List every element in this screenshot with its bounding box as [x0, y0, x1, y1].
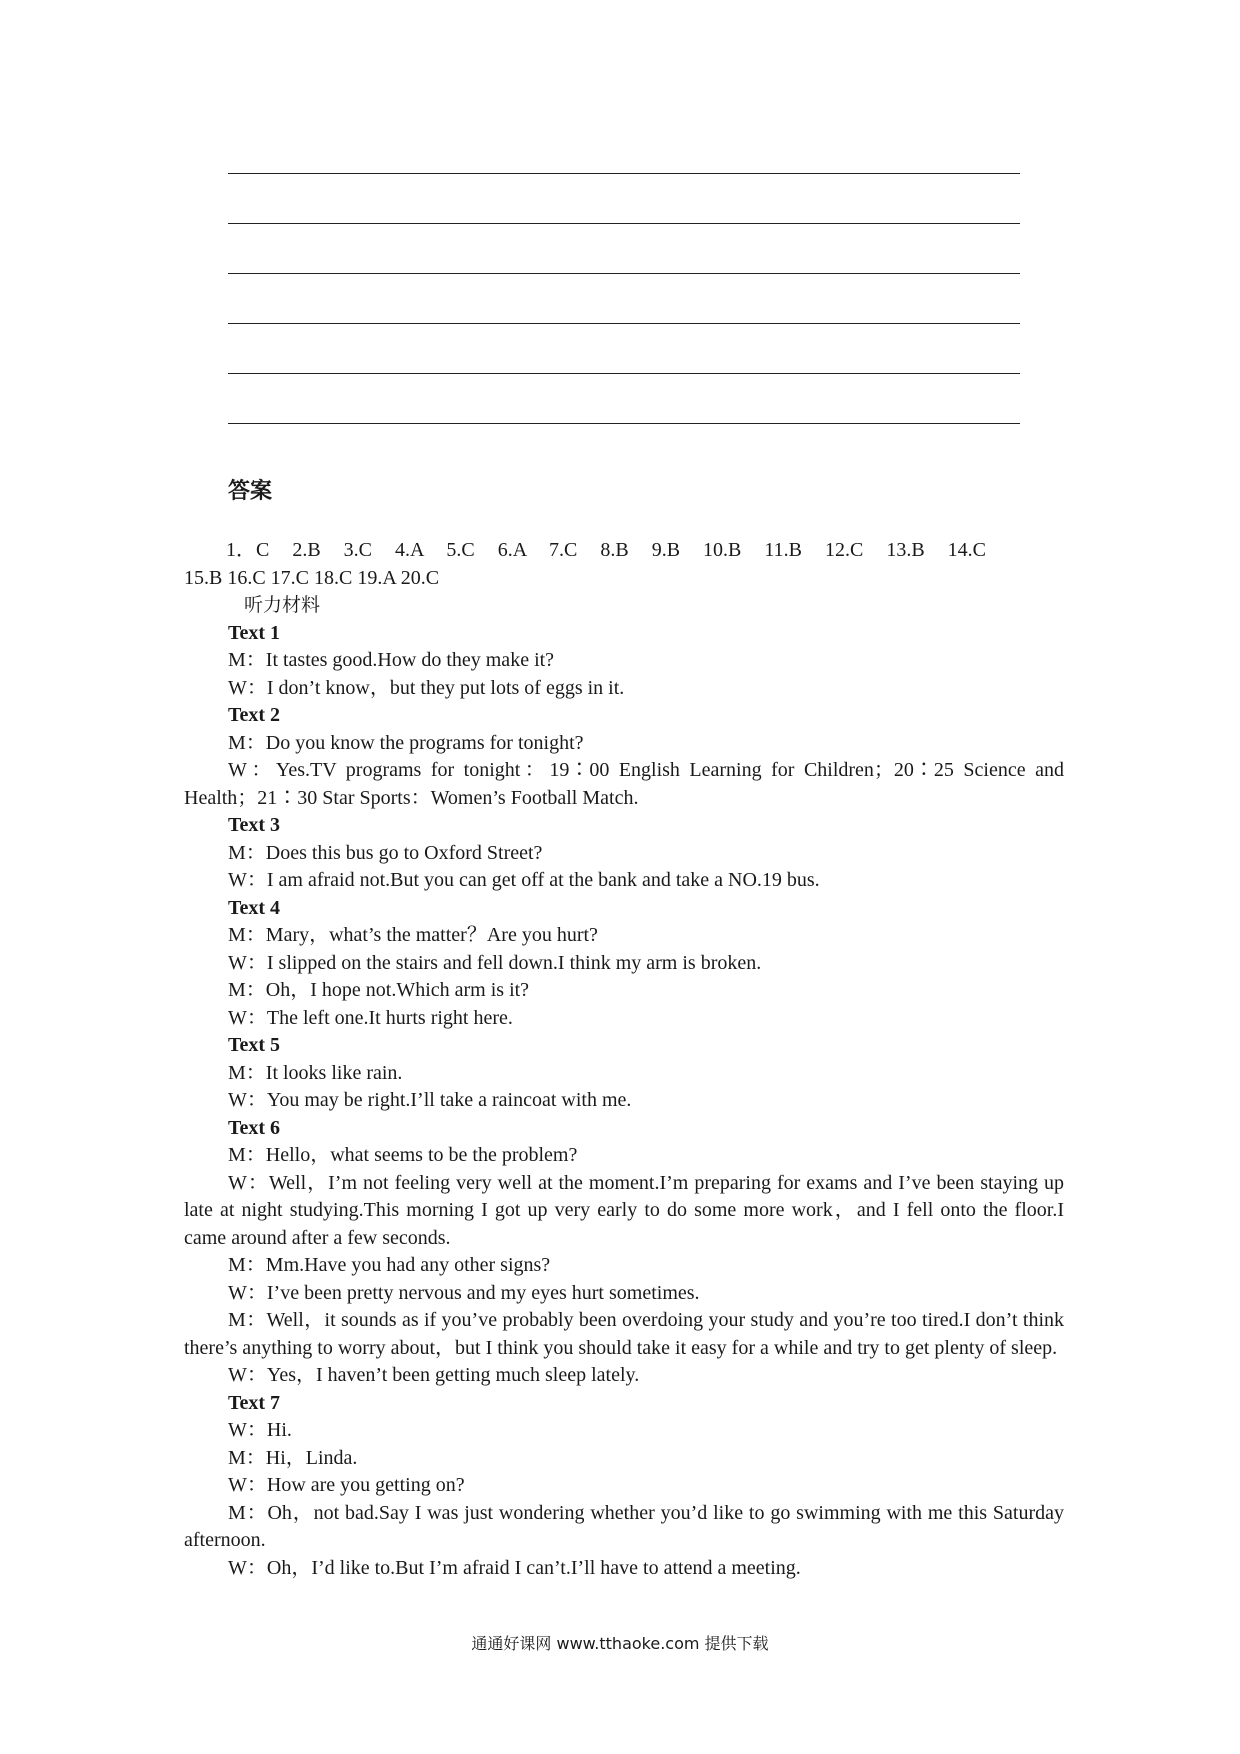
listening-transcripts [184, 620, 1064, 1583]
dialogue-line: W：I am afraid not.But you can get off at the bank and take a NO.19 bus. [228, 869, 820, 891]
dialogue-line: M：Does this bus go to Oxford Street? [228, 841, 543, 864]
dialogue-line: W：How are you getting on? [228, 1474, 465, 1496]
text-label: Text 2 [228, 704, 281, 726]
dialogue-line: M：Well，it sounds as if you’ve probably been overdoing your study and you’re too tired.I don’t think there’s anything to worry about，but I think you should take it easy for a while and try to get plenty of sleep. [184, 1309, 1064, 1359]
text-label: Text 7 [228, 1391, 281, 1414]
writing-line [228, 323, 1020, 324]
text-label: Text 3 [228, 814, 281, 836]
dialogue-line: W：The left one.It hurts right here. [228, 1006, 513, 1029]
dialogue-line: M：Do you know the programs for tonight? [228, 731, 584, 754]
answer-key-line: 15.B 16.C 17.C 18.C 19.A 20.C [184, 566, 440, 589]
dialogue-line: M：Oh，I hope not.Which arm is it? [228, 979, 530, 1001]
dialogue-line: W：I slipped on the stairs and fell down.I think my arm is broken. [228, 951, 762, 974]
dialogue-line: M：It looks like rain. [228, 1061, 403, 1084]
dialogue-line: W：Hi. [228, 1419, 292, 1441]
dialogue-line: M：Mary，what’s the matter？Are you hurt? [228, 924, 598, 946]
dialogue-line: W：I don’t know，but they put lots of eggs in it. [228, 676, 625, 699]
page-footer: 通通好课网 www.tthaoke.com 提供下载 [471, 1634, 769, 1653]
listening-heading: 听力材料 [244, 594, 321, 616]
dialogue-line: W：I’ve been pretty nervous and my eyes hurt sometimes. [228, 1281, 700, 1304]
writing-line [228, 173, 1020, 174]
writing-line [228, 273, 1020, 274]
text-label: Text 5 [228, 1034, 281, 1056]
writing-line [228, 223, 1020, 224]
dialogue-line: M：It tastes good.How do they make it? [228, 649, 555, 671]
writing-line [228, 423, 1020, 424]
dialogue-line: M：Oh，not bad.Say I was just wondering whether you’d like to go swimming with me this Saturday afternoon. [184, 1501, 1064, 1551]
dialogue-line: M：Hello，what seems to be the problem? [228, 1144, 578, 1166]
dialogue-line: M：Mm.Have you had any other signs? [228, 1254, 551, 1276]
answer-key-line: 1．C 2.B 3.C 4.A 5.C 6.A 7.C 8.B 9.B 10.B 11.B 12.C 13.B 14.C [226, 539, 987, 561]
text-label: Text 4 [228, 896, 281, 919]
answer-heading: 答案 [228, 479, 273, 504]
answer-content [184, 537, 1064, 1582]
writing-line [228, 373, 1020, 374]
dialogue-line: W：Yes.TV programs for tonight：19∶00 English Learning for Children；20∶25 Science and Health；21∶30 Star Sports：Women’s Football Match. [184, 759, 1064, 809]
dialogue-line: W：Well，I’m not feeling very well at the moment.I’m preparing for exams and I’ve been staying up late at night studying.This morning I got up very early to do some more work，and I fell onto the floor.I came around after a few seconds. [184, 1171, 1064, 1249]
dialogue-line: M：Hi，Linda. [228, 1446, 358, 1469]
dialogue-line: W：Yes，I haven’t been getting much sleep lately. [228, 1364, 640, 1386]
dialogue-line: W：Oh，I’d like to.But I’m afraid I can’t.I’ll have to attend a meeting. [228, 1556, 801, 1579]
dialogue-line: W：You may be right.I’ll take a raincoat with me. [228, 1089, 632, 1111]
text-label: Text 6 [228, 1116, 281, 1139]
text-label: Text 1 [228, 621, 281, 644]
